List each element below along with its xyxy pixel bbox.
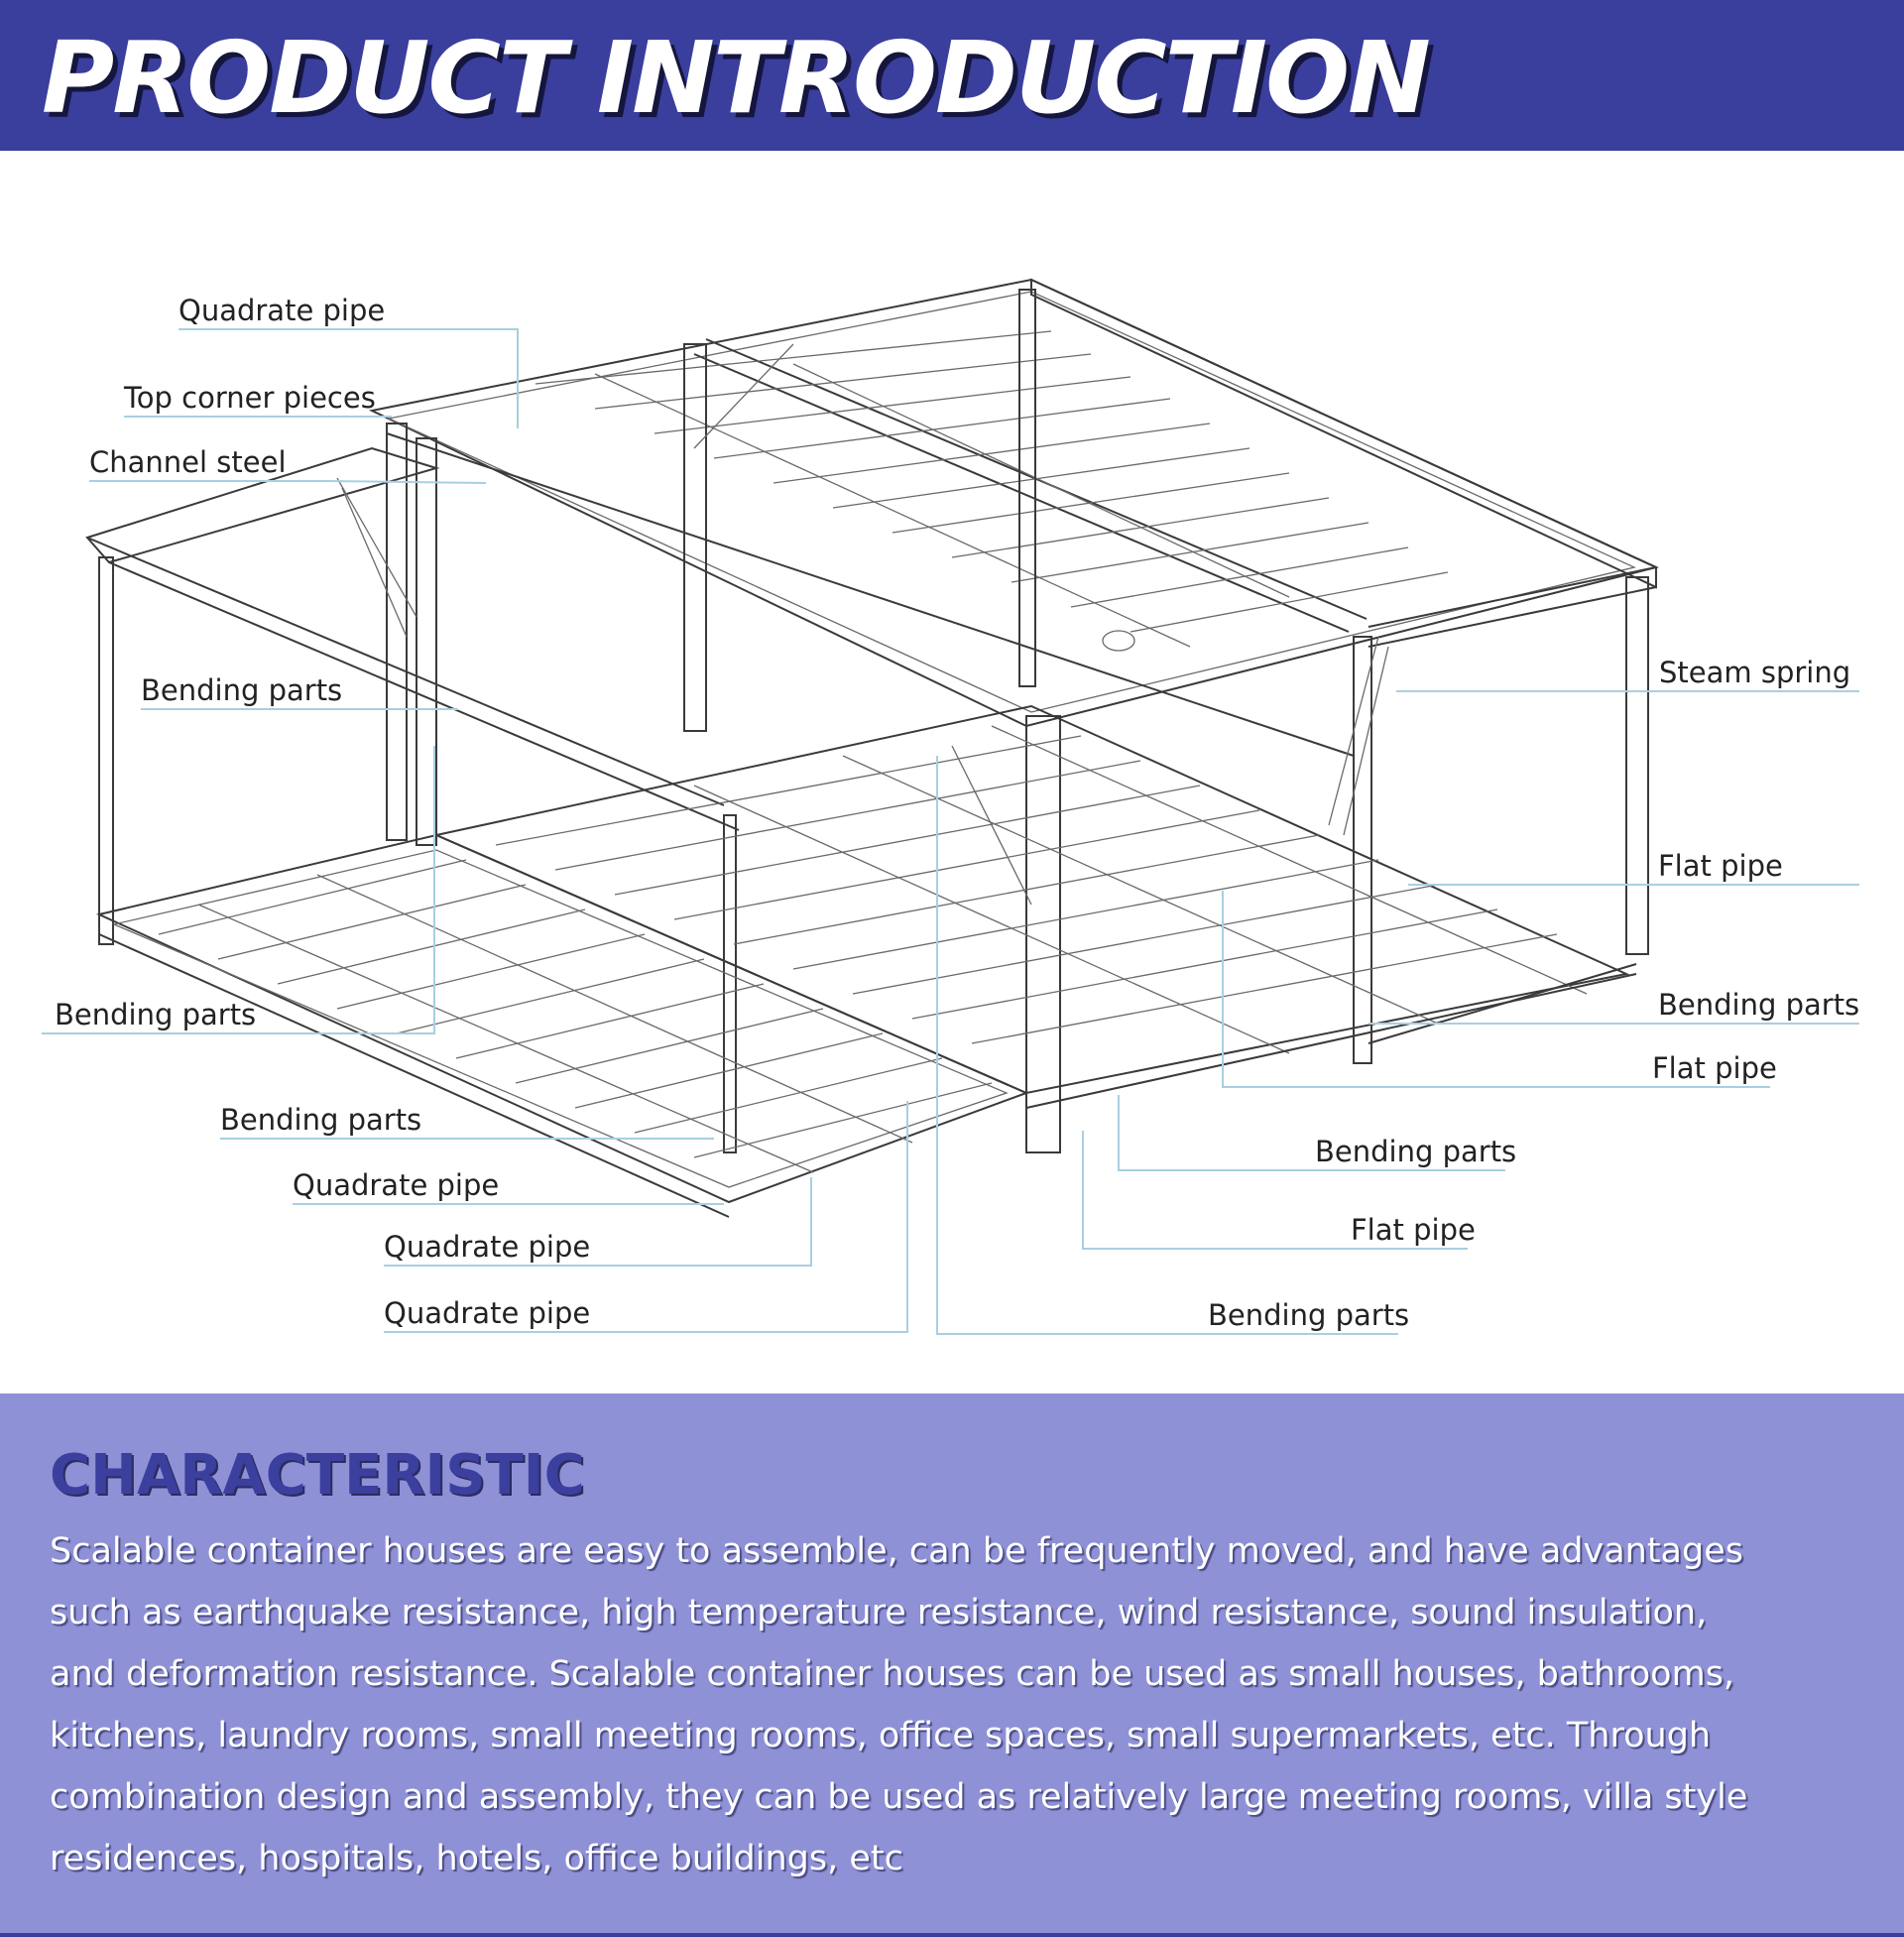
header-banner	[0, 0, 1904, 151]
description-line: residences, hospitals, hotels, office buildings, etc	[50, 1839, 903, 1878]
structure-diagram	[0, 151, 1904, 1393]
label-steam-spring: Steam spring	[1659, 656, 1851, 689]
container-frame-drawing	[0, 151, 1904, 1393]
frame-structure	[87, 280, 1656, 1217]
description-line: such as earthquake resistance, high temperature resistance, wind resistance, sound insulation,	[50, 1593, 1708, 1633]
label-channel-steel: Channel steel	[89, 445, 287, 479]
label-bending-parts-upper-left: Bending parts	[141, 673, 343, 707]
label-flat-pipe-right-lower: Flat pipe	[1652, 1051, 1777, 1085]
part-labels	[55, 294, 1859, 1332]
page-title: PRODUCT INTRODUCTION	[42, 20, 1429, 136]
label-bending-parts-bottom: Bending parts	[1208, 1298, 1410, 1332]
label-quadrate-pipe-3: Quadrate pipe	[384, 1296, 591, 1330]
description-line: kitchens, laundry rooms, small meeting rooms, office spaces, small supermarkets, etc. Through	[50, 1716, 1712, 1755]
label-bending-parts-bottom-right: Bending parts	[1315, 1135, 1517, 1168]
label-top-corner-pieces: Top corner pieces	[124, 381, 376, 415]
description-line: Scalable container houses are easy to assemble, can be frequently moved, and have advantages	[50, 1531, 1743, 1571]
panel-bottom-border	[0, 1933, 1904, 1937]
characteristic-title: CHARACTERISTIC	[50, 1443, 585, 1508]
label-bending-parts-lower-left: Bending parts	[220, 1103, 422, 1137]
label-quadrate-pipe-1: Quadrate pipe	[293, 1168, 500, 1202]
label-quadrate-pipe-top: Quadrate pipe	[178, 294, 386, 327]
label-quadrate-pipe-2: Quadrate pipe	[384, 1230, 591, 1264]
characteristic-description	[50, 1520, 1874, 1889]
label-bending-parts-left: Bending parts	[55, 998, 257, 1031]
label-flat-pipe-bottom: Flat pipe	[1351, 1213, 1476, 1247]
description-line: and deformation resistance. Scalable container houses can be used as small houses, bathrooms,	[50, 1654, 1735, 1694]
characteristic-panel	[0, 1393, 1904, 1937]
label-flat-pipe-right-upper: Flat pipe	[1658, 849, 1783, 883]
description-line: combination design and assembly, they can be used as relatively large meeting rooms, villa style	[50, 1777, 1748, 1817]
label-bending-parts-right: Bending parts	[1658, 988, 1860, 1022]
